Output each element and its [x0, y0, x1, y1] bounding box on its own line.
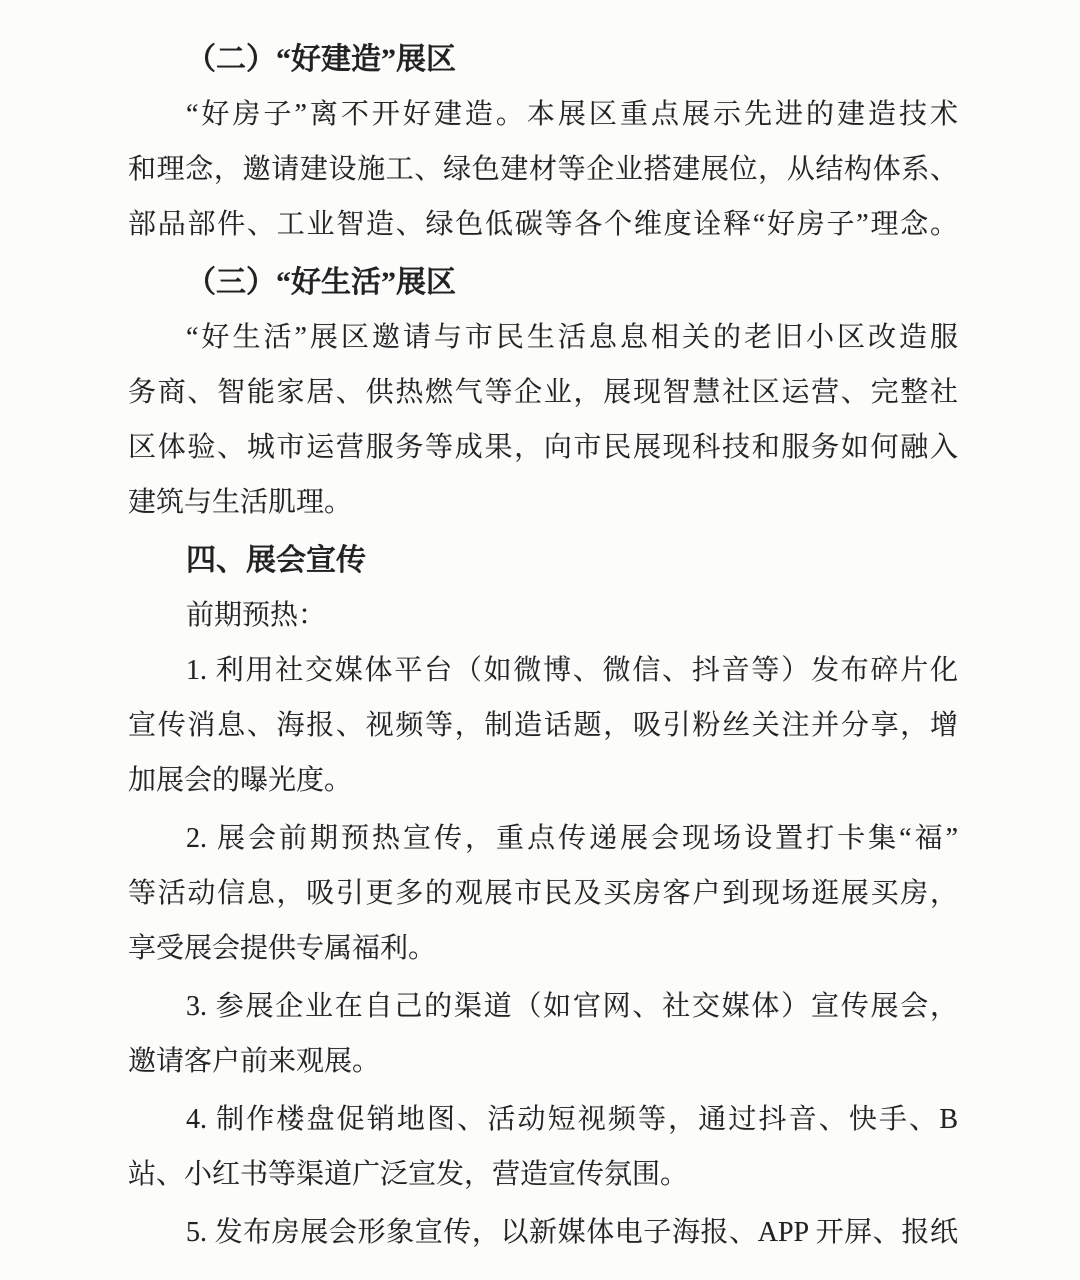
- text-line: 前期预热：: [186, 600, 327, 631]
- text-line: 加展会的曝光度。: [128, 765, 353, 796]
- text-line: “好房子”离不开好建造。本展区重点展示先进的建造技术: [186, 99, 958, 130]
- text-line: 享受展会提供专属福利。: [128, 933, 437, 964]
- text-line: “好生活”展区邀请与市民生活息息相关的老旧小区改造服: [186, 322, 958, 353]
- text-line: 邀请客户前来观展。: [128, 1046, 381, 1077]
- text-line: 站、小红书等渠道广泛宣发，营造宣传氛围。: [128, 1159, 689, 1190]
- text-line: 等活动信息，吸引更多的观展市民及买房客户到现场逛展买房，: [128, 878, 958, 909]
- text-line: 3. 参展企业在自己的渠道（如官网、社交媒体）宣传展会，: [186, 991, 958, 1022]
- text-line: 务商、智能家居、供热燃气等企业，展现智慧社区运营、完整社: [128, 377, 958, 408]
- text-line: 1. 利用社交媒体平台（如微博、微信、抖音等）发布碎片化: [186, 655, 958, 686]
- text-line: 5. 发布房展会形象宣传，以新媒体电子海报、APP 开屏、报纸: [186, 1217, 958, 1248]
- text-line: 部品部件、工业智造、绿色低碳等各个维度诠释“好房子”理念。: [128, 209, 958, 240]
- text-line: 宣传消息、海报、视频等，制造话题，吸引粉丝关注并分享，增: [128, 710, 958, 741]
- section-heading: 四、展会宣传: [186, 544, 366, 577]
- section-heading: （三）“好生活”展区: [186, 266, 456, 299]
- text-line: 4. 制作楼盘促销地图、活动短视频等，通过抖音、快手、B: [186, 1104, 958, 1135]
- text-line: 2. 展会前期预热宣传，重点传递展会现场设置打卡集“福”: [186, 823, 958, 854]
- text-line: 区体验、城市运营服务等成果，向市民展现科技和服务如何融入: [128, 432, 958, 463]
- text-line: 建筑与生活肌理。: [128, 487, 353, 518]
- text-line: 和理念，邀请建设施工、绿色建材等企业搭建展位，从结构体系、: [128, 154, 958, 185]
- section-heading: （二）“好建造”展区: [186, 43, 456, 76]
